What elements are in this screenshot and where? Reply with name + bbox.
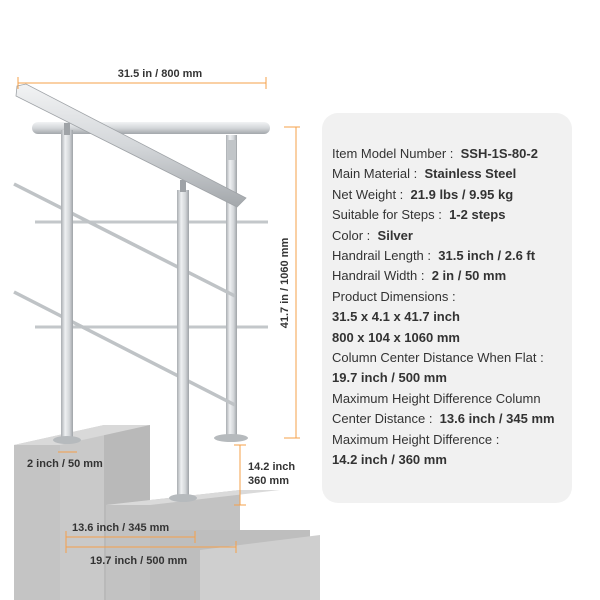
spec-material — [332, 164, 572, 184]
spec-color — [332, 226, 572, 246]
spec-steps-value: 1-2 steps — [449, 207, 506, 223]
spec-max-height-col-label-2: Center Distance : — [332, 411, 433, 427]
step-height-dimension-in: 14.2 inch — [248, 461, 296, 473]
step-height-dimension-mm: 360 mm — [248, 475, 289, 487]
spec-rail-length-label: Handrail Length : — [332, 248, 432, 264]
spec-max-height-col-label: Maximum Height Difference Column — [332, 390, 541, 406]
spec-model — [332, 144, 572, 164]
spec-rail-width-label: Handrail Width : — [332, 268, 425, 284]
spec-color-label: Color : — [332, 227, 371, 243]
spec-rail-length-value: 31.5 inch / 2.6 ft — [438, 248, 536, 264]
spec-product-dim-mm: 800 x 104 x 1060 mm — [332, 329, 460, 345]
spec-rail-width-value: 2 in / 50 mm — [431, 268, 507, 284]
spec-color-value: Silver — [377, 227, 413, 243]
spec-weight-value: 21.9 lbs / 9.95 kg — [410, 186, 514, 202]
spec-weight-label: Net Weight : — [332, 186, 404, 202]
spec-material-value: Stainless Steel — [424, 166, 517, 182]
spec-max-height-value: 14.2 inch / 360 mm — [332, 452, 447, 468]
concrete-stairs — [14, 425, 320, 600]
spec-model-value: SSH-1S-80-2 — [460, 146, 538, 161]
spec-material-label: Main Material : — [332, 166, 418, 182]
spec-steps — [332, 205, 572, 225]
handrail-width-dimension: 2 inch / 50 mm — [27, 458, 103, 470]
flat-distance-dimension: 19.7 inch / 500 mm — [90, 555, 188, 567]
top-length-dimension: 31.5 in / 800 mm — [117, 68, 203, 80]
spec-rail-length — [332, 246, 572, 266]
spec-product-dim-in: 31.5 x 4.1 x 41.7 inch — [332, 309, 460, 325]
spec-product-dim-label: Product Dimensions : — [332, 288, 456, 304]
spec-center-distance-value: 19.7 inch / 500 mm — [332, 370, 447, 386]
spec-center-distance-label: Column Center Distance When Flat : — [332, 350, 544, 366]
spec-weight — [332, 185, 572, 205]
spec-card — [322, 113, 572, 503]
spec-max-height-label: Maximum Height Difference : — [332, 431, 500, 447]
column-distance-dimension: 13.6 inch / 345 mm — [72, 522, 170, 534]
height-dimension: 41.7 in / 1060 mm — [279, 237, 291, 329]
spec-rail-width — [332, 266, 572, 286]
spec-steps-label: Suitable for Steps : — [332, 207, 442, 223]
spec-max-height-col — [332, 409, 572, 429]
spec-max-height-col-value: 13.6 inch / 345 mm — [439, 411, 555, 427]
spec-model-label: Item Model Number : — [332, 146, 454, 161]
